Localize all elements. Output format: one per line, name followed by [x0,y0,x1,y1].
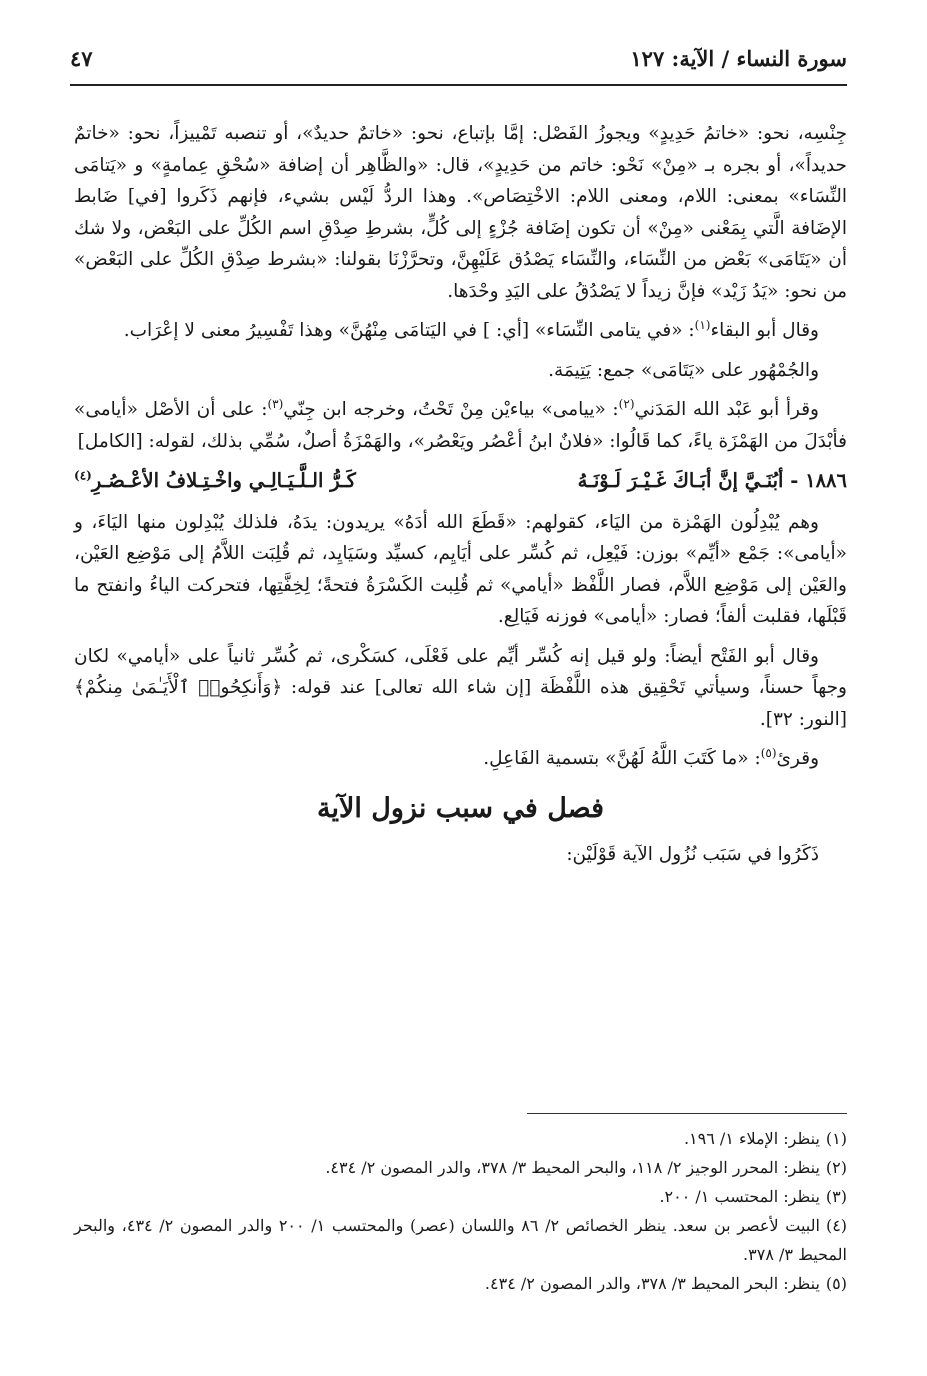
page-header [70,40,847,86]
footnote: (٤)البيت لأعصر بن سعد. ينظر الخصائص ٢/ ٨٦ واللسان (عصر) والمحتسب ١/ ٢٠٠ والدر المصون ٢/ ٤٣٤، والبحر المحيط ٣/ ٣٧٨. [74,1216,848,1264]
footnote: (٥)ينظر: البحر المحيط ٣/ ٣٧٨، والدر المصون ٢/ ٤٣٤. [484,1274,847,1293]
section-heading: فصل في سبب نزول الآية [316,792,605,824]
verse-second-hemistich: كَـرُّ الـلَّـيَـالِـي واخْـتِـلافُ الأعْـصُـرِ$^{(٤)}$ [74,468,356,492]
running-title: سورة النساء / الآية: ١٢٧ [630,46,847,71]
paragraph: وهم يُبْدِلُون الهَمْزة من اليَاء، كقولهم: «قَطَعَ الله أدَهُ» يريدون: يدَهُ، فلذلك يُبْدِلون منها اليَاءَ، و «أيامى»: جَمْع «أيِّم» بوزن: فَيْعِل، ثم كُسِّر على أيَايِم، كسيِّد وسَيَايِد، ثم قُلِبَت اللاَّمُ إلى مَوْضِع العَيْن، والعَيْن إلى مَوْضِع اللاَّم، فصار اللَّفْظ «أيامي» ثم قُلِبت الكَسْرَةُ فتحةً؛ لِخِفَّتِها، فتحركت الياءُ وانفتح ما قَبْلَها، فقلبت ألفاً؛ فصار: «أيامى» فوزنه فَيَالِع. [74,511,847,627]
paragraph: وقرأ أبو عَبْد الله المَدَني$^{(٢)}$: «ييامى» بياءيْن مِنْ تَحْتُ، وخرجه ابن جِنّي$^{(٣)}$: على أن الأصْل «أيامى» فأبْدَلَ من الهَمْزَة ياءً، كما قَالُوا: «فلانٌ ابنُ أعْصُر ويَعْصُر»، والهَمْزَةُ أصلٌ، سُمِّي بذلك، لقوله: [الكامل] [74,396,847,452]
footnote-ref[interactable]: (٢) [618,396,635,411]
paragraph: وقرئ$^{(٥)}$: «ما كَتَبَ اللَّهُ لَهُنَّ» بتسمية الفَاعِلِ. [483,745,819,769]
paragraph: وقال أبو الفَتْح أيضاً: ولو قيل إنه كُسِّر أيِّم على فَعْلَى، كسَكْرى، ثم كُسِّر ثانياً على «أيامي» لكان وجهاً حسناً، وسيأتي تَحْقِيق هذه اللَّفْظَة [إن شاء الله تعالى] عند قوله: ﴿وَأَنكِحُوا۟ ٱلْأَيَـٰمَىٰ مِنكُمْ﴾ [النور: ٣٢]. [74,645,847,730]
main-text [74,118,847,878]
footnote-ref[interactable]: (٣) [267,396,284,411]
section-intro: ذَكَرُوا في سَبَب نُزُول الآية قَوْلَيْن: [566,843,819,865]
header-rule [70,84,847,86]
footnotes [74,1124,847,1298]
page-number: ٤٧ [70,46,93,71]
footnote: (٣)ينظر: المحتسب ١/ ٢٠٠. [659,1187,847,1206]
paragraph: والجُمْهُور على «يَتَامَى» جمع: يَتِيمَة. [548,359,819,381]
footnote-ref[interactable]: (١) [694,317,711,332]
verse-first-hemistich: ١٨٨٦ - أبُنَـيَّ إنَّ أبَـاكَ غَـيْـرَ لَـوْنَـهُ [577,469,847,492]
footnote-ref[interactable]: (٥) [760,745,777,760]
paragraph: وقال أبو البقاء$^{(١)}$: «في يتامى النِّسَاء» [أي: ] في اليَتامَى مِنْهُنَّ» وهذا تَفْسِيرُ معنى لا إعْرَاب. [123,317,819,341]
poetry-verse [74,465,847,497]
footnote-ref[interactable]: (٤) [74,468,92,483]
footnote: (٢)ينظر: المحرر الوجيز ٢/ ١١٨، والبحر المحيط ٣/ ٣٧٨، والدر المصون ٢/ ٤٣٤. [325,1158,847,1177]
paragraph: جِنْسِه، نحو: «خاتمُ حَدِيدٍ» ويجوزُ الفَصْل: إمَّا بإتباع، نحو: «خاتمٌ حديدٌ»، أو تنصبه تَمْييزاً، نحو: «خاتمٌ حديداً»، أو بجره بـ «مِنْ» نَحْو: خاتم من حَدِيدٍ»، قال: «والظَّاهِر أن إضافة «سُحْقِ عِمامةٍ» و «يَتامَى النِّسَاء» بمعنى: اللام، ومعنى اللام: الاخْتِصَاص». وهذا الردُّ لَيْس بشيء، فإنهم ذَكَروا [في] ضَابط الإضَافة الَّتي بِمَعْنى «مِنْ» أن تكون إضَافة جُزْءٍ إلى كُلٍّ، بشرطِ صِدْقِ اسم الكُلِّ على البَعْض، ولا شك أن «يَتَامَى» بَعْض من النِّسَاء، والنِّسَاء يَصْدُق عَلَيْهِنَّ، وتحرَّزْنَا بقولنا: «بشرط صِدْقِ الكُلِّ على البَعْض» من نحو: «يَدُ زَيْد» فإنَّ زيداً لا يَصْدُقُ على اليَدِ وحْدَها. [74,123,847,302]
footnote-rule [527,1113,847,1114]
footnote: (١)ينظر: الإملاء ١/ ١٩٦. [683,1129,847,1148]
